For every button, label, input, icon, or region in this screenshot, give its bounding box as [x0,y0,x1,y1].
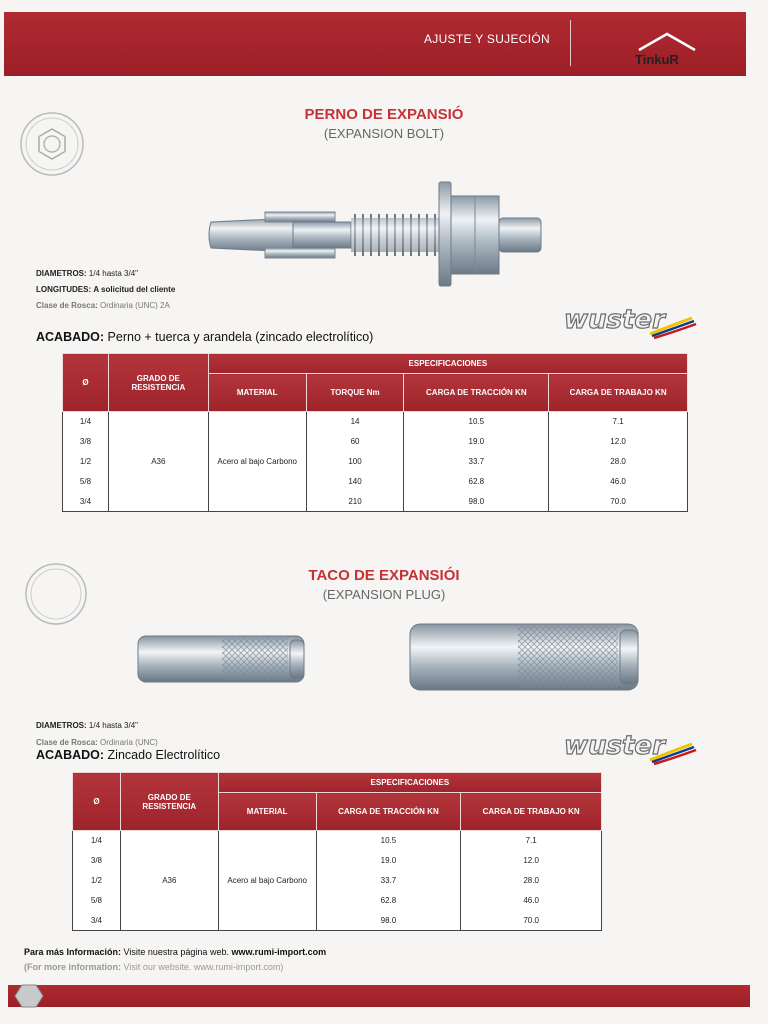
plug-spec-diameter [36,721,138,730]
finish-value: Perno + tuerca y arandela (zincado electrolítico) [107,330,374,344]
cell-material: Acero al bajo Carbono [208,412,306,512]
cell-diameter: 3/4 [63,492,109,512]
bolt-title: PERNO DE EXPANSIÓ [304,106,464,123]
expansion-plug-small-image [136,632,308,686]
cell-torque: 60 [306,432,404,452]
cell-traction: 62.8 [404,472,549,492]
cell-work: 70.0 [461,911,602,931]
table-row [73,831,602,851]
cell-work: 7.1 [549,412,688,432]
hexagon-icon [14,984,44,1008]
col-work: CARGA DE TRABAJO KN [549,374,688,412]
cell-traction: 33.7 [316,871,461,891]
col-torque: TORQUE Nm [306,374,404,412]
col-grade: GRADO DE RESISTENCIA [108,354,208,412]
cell-diameter: 1/2 [73,871,121,891]
spec-value: 1/4 hasta 3/4" [88,721,139,730]
cell-diameter: 1/4 [63,412,109,432]
cell-diameter: 3/8 [73,851,121,871]
cell-diameter: 5/8 [73,891,121,911]
cell-traction: 98.0 [404,492,549,512]
website-link[interactable]: www.rumi-import.com [231,947,327,957]
finish-label: ACABADO: [36,748,105,762]
cell-traction: 33.7 [404,452,549,472]
svg-text:wuster: wuster [564,305,665,335]
spec-value: 1/4 hasta 3/4" [88,269,139,278]
cell-torque: 210 [306,492,404,512]
plug-subtitle: (EXPANSION PLUG) [322,587,446,602]
cell-traction: 10.5 [316,831,461,851]
cell-work: 28.0 [461,871,602,891]
col-group-specs: ESPECIFICACIONES [208,354,687,374]
plug-finish [36,748,220,762]
col-material: MATERIAL [208,374,306,412]
website-link-en[interactable]: www.rumi-import.com) [193,962,284,972]
col-grade: GRADO DE RESISTENCIA [120,773,218,831]
footer-info-en-text: Visit our website. [123,962,192,972]
col-diameter: Ø [73,773,121,831]
roof-icon [637,32,697,52]
expansion-plug-large-image [408,620,642,694]
cell-traction: 19.0 [404,432,549,452]
header-divider [570,20,571,66]
cell-work: 70.0 [549,492,688,512]
cell-traction: 98.0 [316,911,461,931]
spec-value: A solicitud del cliente [93,285,176,294]
cell-traction: 19.0 [316,851,461,871]
cell-work: 28.0 [549,452,688,472]
cell-torque: 14 [306,412,404,432]
section-title: AJUSTE Y SUJECIÓN [423,32,550,46]
bolt-subtitle: (EXPANSION BOLT) [323,126,445,141]
expansion-bolt-image [205,178,550,288]
cell-work: 46.0 [549,472,688,492]
cell-work: 12.0 [549,432,688,452]
cell-diameter: 1/4 [73,831,121,851]
spec-label: DIAMETROS: [36,721,87,730]
svg-text:wuster: wuster [564,731,665,761]
brand-logo [627,32,711,72]
spec-value: Ordinaria (UNC) 2A [100,301,170,310]
finish-label: ACABADO: [36,330,105,344]
spec-label: Clase de Rosca: [36,301,98,310]
finish-value: Zincado Electrolítico [107,748,221,762]
footer-info [24,947,326,957]
col-group-specs: ESPECIFICACIONES [218,773,601,793]
cell-diameter: 5/8 [63,472,109,492]
wuster-logo [560,300,700,340]
bolt-spec-length [36,285,175,294]
cell-torque: 100 [306,452,404,472]
cell-grade: A36 [120,831,218,931]
bolt-spec-thread [36,301,170,310]
cell-traction: 62.8 [316,891,461,911]
col-material: MATERIAL [218,793,316,831]
cell-work: 7.1 [461,831,602,851]
header-bar [4,12,746,76]
bolt-spec-table [62,353,688,512]
wuster-logo [560,726,700,766]
table-row [63,412,688,432]
footer-info-label: Para más Información: [24,947,122,957]
cell-diameter: 3/4 [73,911,121,931]
col-diameter: Ø [63,354,109,412]
cell-diameter: 3/8 [63,432,109,452]
footer-bar [8,985,750,1007]
col-traction: CARGA DE TRACCIÓN KN [316,793,461,831]
bolt-spec-diameter [36,269,138,278]
cell-torque: 140 [306,472,404,492]
spec-label: LONGITUDES: [36,285,92,294]
cell-grade: A36 [108,412,208,512]
cell-traction: 10.5 [404,412,549,432]
cell-material: Acero al bajo Carbono [218,831,316,931]
cell-diameter: 1/2 [63,452,109,472]
footer-info-en [24,962,283,972]
footer-info-en-label: (For more information: [24,962,121,972]
bolt-finish [36,330,373,344]
brand-name: TinkuR [635,52,679,67]
plug-title: TACO DE EXPANSIÓI [308,567,460,584]
cell-work: 12.0 [461,851,602,871]
cell-work: 46.0 [461,891,602,911]
col-work: CARGA DE TRABAJO KN [461,793,602,831]
footer-info-text: Visite nuestra página web. [123,947,229,957]
spec-value: Ordinaria (UNC) [100,738,158,747]
plug-spec-thread [36,738,158,747]
spec-label: Clase de Rosca: [36,738,98,747]
col-traction: CARGA DE TRACCIÓN KN [404,374,549,412]
plug-spec-table [72,772,602,931]
spec-label: DIAMETROS: [36,269,87,278]
